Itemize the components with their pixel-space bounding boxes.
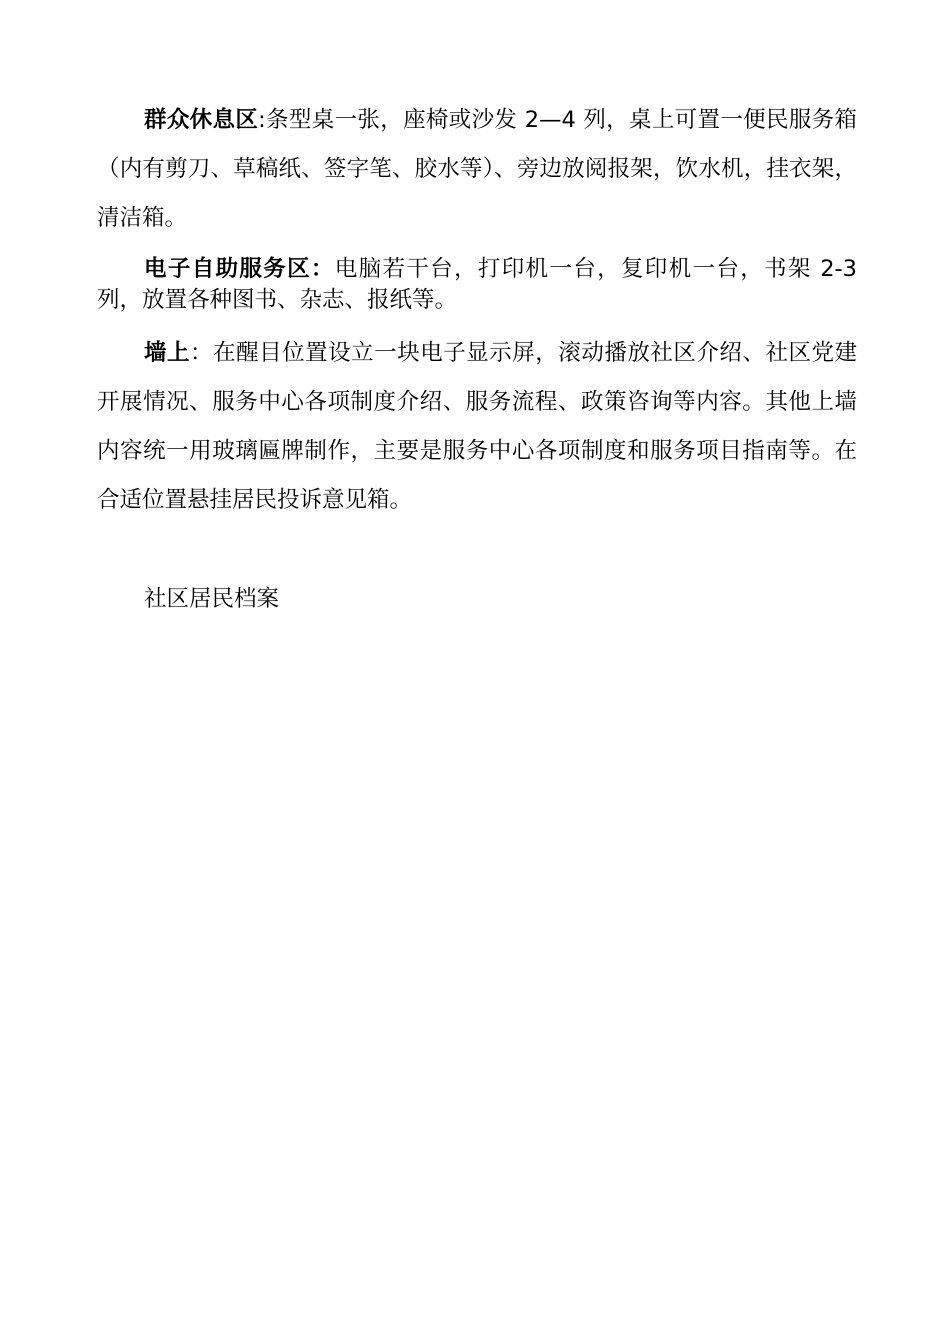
self-service-text: 电脑若干台，打印机一台，复印机一台，书架 2-3 列，放置各种图书、杂志、报纸等。 [97, 256, 857, 313]
wall-heading: 墙上 [144, 340, 191, 366]
paragraph-wall [97, 329, 857, 525]
rest-area-heading: 群众休息区 [144, 107, 259, 133]
wall-text: ：在醒目位置设立一块电子显示屏，滚动播放社区介绍、社区党建开展情况、服务中心各项制度介绍、服务流程、政策咨询等内容。其他上墙内容统一用玻璃匾牌制作，主要是服务中心各项制度和服务项目指南等。在合适位置悬挂居民投诉意见箱。 [97, 340, 857, 513]
paragraph-self-service-area [97, 254, 857, 316]
paragraph-rest-area [97, 96, 857, 243]
section-title: 社区居民档案 [144, 586, 280, 612]
rest-area-text: :条型桌一张，座椅或沙发 2—4 列，桌上可置一便民服务箱（内有剪刀、草稿纸、签字笔、胶水等）、旁边放阅报架，饮水机，挂衣架，清洁箱。 [97, 107, 857, 231]
self-service-heading: 电子自助服务区： [144, 256, 335, 282]
